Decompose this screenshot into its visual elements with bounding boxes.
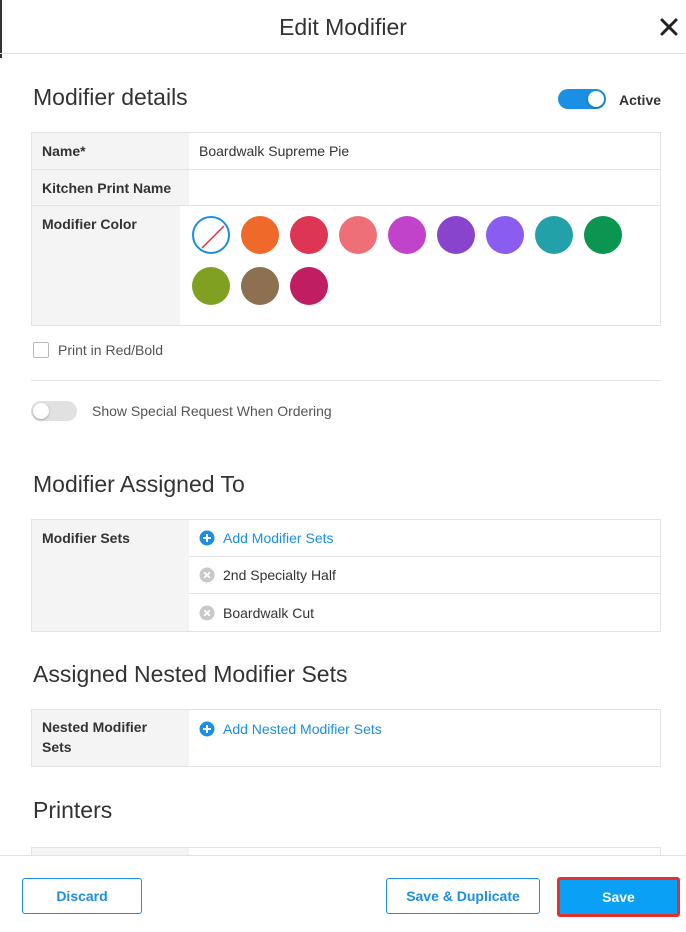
modifier-color-row bbox=[32, 206, 660, 325]
discard-button[interactable]: Discard bbox=[22, 878, 142, 914]
toggle-knob bbox=[588, 91, 604, 107]
color-swatch[interactable] bbox=[535, 216, 573, 254]
modifier-set-item-label: Boardwalk Cut bbox=[223, 604, 315, 621]
modifier-sets-list bbox=[189, 520, 660, 631]
color-swatch-grid bbox=[190, 206, 650, 318]
special-request-label: Show Special Request When Ordering bbox=[92, 403, 332, 419]
printers-title: Printers bbox=[33, 797, 113, 823]
modal-header bbox=[0, 0, 686, 54]
add-modifier-sets-label: Add Modifier Sets bbox=[223, 530, 334, 546]
kitchen-print-name-row bbox=[32, 170, 660, 206]
toggle-knob bbox=[33, 403, 49, 419]
modifier-color-label: Modifier Color bbox=[32, 206, 180, 325]
color-swatch[interactable] bbox=[241, 267, 279, 305]
color-swatch[interactable] bbox=[241, 216, 279, 254]
remove-icon[interactable] bbox=[199, 567, 215, 583]
nested-modifier-sets-table bbox=[31, 709, 661, 767]
nested-modifier-sets-title: Assigned Nested Modifier Sets bbox=[33, 661, 348, 687]
modifier-sets-table bbox=[31, 519, 661, 632]
add-nested-modifier-sets-label: Add Nested Modifier Sets bbox=[223, 720, 382, 737]
color-swatch[interactable] bbox=[388, 216, 426, 254]
active-label: Active bbox=[619, 92, 662, 108]
nested-modifier-sets-row bbox=[32, 710, 660, 766]
plus-circle-icon bbox=[199, 530, 215, 546]
print-red-bold-checkbox[interactable] bbox=[33, 342, 49, 358]
modal-body bbox=[0, 55, 686, 855]
color-swatch-none[interactable] bbox=[192, 216, 230, 254]
kitchen-print-name-field[interactable] bbox=[189, 170, 660, 205]
save-duplicate-button[interactable]: Save & Duplicate bbox=[386, 878, 540, 914]
name-row bbox=[32, 133, 660, 170]
color-swatch[interactable] bbox=[486, 216, 524, 254]
remove-icon[interactable] bbox=[199, 605, 215, 621]
special-request-toggle[interactable] bbox=[31, 401, 77, 421]
save-button[interactable]: Save bbox=[557, 877, 680, 917]
name-label: Name* bbox=[32, 133, 189, 169]
active-toggle[interactable] bbox=[558, 89, 606, 109]
plus-circle-icon bbox=[199, 721, 215, 737]
modifier-set-item bbox=[189, 594, 660, 631]
special-request-row bbox=[31, 401, 332, 421]
divider bbox=[31, 380, 661, 381]
modifier-set-item-label: 2nd Specialty Half bbox=[223, 567, 336, 583]
nested-modifier-sets-list bbox=[189, 710, 660, 766]
color-swatch[interactable] bbox=[290, 216, 328, 254]
color-picker bbox=[180, 206, 660, 325]
modifier-details-title: Modifier details bbox=[33, 84, 188, 110]
close-button[interactable] bbox=[658, 16, 680, 38]
color-swatch[interactable] bbox=[437, 216, 475, 254]
color-swatch[interactable] bbox=[584, 216, 622, 254]
color-swatch[interactable] bbox=[339, 216, 377, 254]
close-icon bbox=[658, 16, 680, 38]
modifier-sets-label: Modifier Sets bbox=[32, 520, 189, 631]
color-swatch[interactable] bbox=[290, 267, 328, 305]
print-red-bold-label: Print in Red/Bold bbox=[58, 342, 164, 358]
modal-footer bbox=[0, 855, 686, 932]
color-swatch[interactable] bbox=[192, 267, 230, 305]
printers-table bbox=[31, 847, 661, 855]
add-modifier-sets-button[interactable] bbox=[189, 520, 660, 557]
no-color-slash-icon bbox=[194, 218, 232, 256]
modifier-details-table bbox=[31, 132, 661, 326]
modifier-sets-row bbox=[32, 520, 660, 631]
add-nested-modifier-sets-button[interactable] bbox=[189, 710, 660, 747]
printers-label-cell bbox=[32, 848, 189, 855]
print-red-bold-row bbox=[33, 342, 163, 358]
kitchen-print-name-label: Kitchen Print Name bbox=[32, 170, 189, 205]
nested-modifier-sets-label: Nested Modifier Sets bbox=[32, 710, 189, 766]
name-field[interactable]: Boardwalk Supreme Pie bbox=[199, 143, 350, 159]
modifier-assigned-title: Modifier Assigned To bbox=[33, 471, 245, 497]
modal-title: Edit Modifier bbox=[279, 14, 407, 40]
modifier-set-item bbox=[189, 557, 660, 594]
